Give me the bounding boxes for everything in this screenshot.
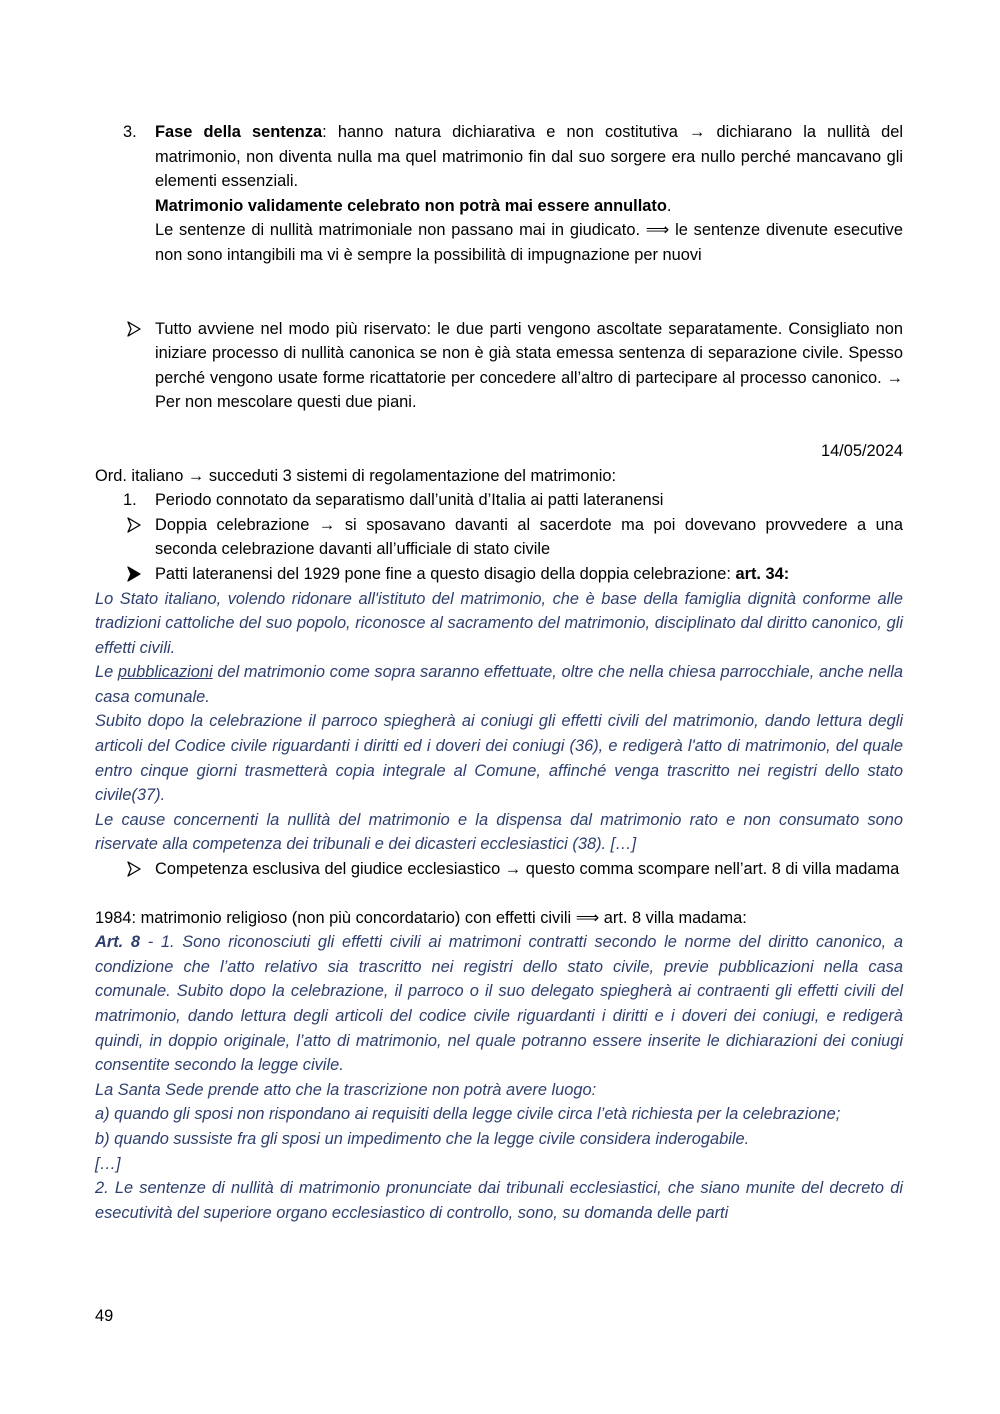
list-item-text: Periodo connotato da separatismo dall’unità d’Italia ai patti lateranensi [155,491,664,510]
intro-ord: Ord. italiano → succeduti 3 sistemi di regolamentazione del matrimonio: [95,466,617,485]
bullet-patti [95,562,903,587]
list-marker: 3. [123,123,137,141]
art8-p4: b) quando sussiste fra gli sposi un impedimento che la legge civile considera inderogabile. [95,1129,750,1148]
art34-p3: Subito dopo la celebrazione il parroco spiegherà ai coniugi gli effetti civili del matrimonio, dando lettura degli articoli del Codice civile riguardanti i diritti ed i doveri dei coniugi (36), e redigerà l'atto di matrimonio, del quale entro cinque giorni trasmetterà copia integrale al Comune, affinché venga trascritto nei registri dello stato civile(37). [95,712,903,805]
bold-statement: Matrimonio validamente celebrato non potrà mai essere annullato [155,196,667,215]
pubblicazioni-underlined: pubblicazioni [117,663,213,682]
arrowhead-bullet-icon [127,566,141,582]
page-number: 49 [95,1307,114,1325]
art8-p1-text: - 1. Sono riconosciuti gli effetti civili ai matrimoni contratti secondo le norme del diritto canonico, a condizione che l’atto relativo sia trascritto nei registri dello stato civile, previe pubblicazioni nella casa comunale. Subito dopo la celebrazione, il parroco o il suo delegato spiegherà ai contraenti gli effetti civili del matrimonio, dando lettura degli articoli del codice civile riguardanti i diritti e i doveri dei coniugi, e redigerà quindi, in doppio originale, l’atto di matrimonio, nel quale potranno essere inserite le dichiarazioni dei coniugi consentite secondo la legge civile. [95,933,903,1075]
art34-p2 [95,660,903,709]
intro-1984: 1984: matrimonio religioso (non più concordatario) con effetti civili ⟹ art. 8 villa madama: [95,908,747,927]
bullet-riservato [95,317,903,415]
art8-lead: Art. 8 [95,933,141,952]
list-item-3 [95,120,903,268]
art8-p6: 2. Le sentenze di nullità di matrimonio pronunciate dai tribunali ecclesiastici, che siano munite del decreto di esecutività del superiore organo ecclesiastico di controllo, sono, su domanda delle parti [95,1179,903,1222]
bullet-text: Doppia celebrazione → si sposavano davanti al sacerdote ma poi dovevano provvedere a una seconda celebrazione davanti all’ufficiale di stato civile [155,515,903,559]
arrowhead-bullet-icon [127,517,141,533]
arrowhead-bullet-icon [127,861,141,877]
bullet-text: Patti lateranensi del 1929 pone fine a questo disagio della doppia celebrazione: [155,564,736,583]
art34-p2-pre: Le [95,663,118,682]
art8-p1 [95,930,903,1078]
item3-text2: Le sentenze di nullità matrimoniale non passano mai in giudicato. ⟹ le sentenze divenute esecutive non sono intangibili ma vi è sempre la possibilità di impugnazione per nuovi [155,221,903,264]
art34-p2-post: del matrimonio come sopra saranno effettuate, oltre che nella chiesa parrocchiale, anche nella casa comunale. [95,663,903,706]
arrowhead-bullet-icon [127,321,141,337]
spacer [95,882,903,906]
art8-p5: […] [95,1154,121,1173]
bullet-text: Tutto avviene nel modo più riservato: le due parti vengono ascoltate separatamente. Consigliato non iniziare processo di nullità canonica se non è già stata emessa sentenza di separazione civile. Spesso perché vengono usate forme ricattatorie per concedere all’altro di partecipare al processo canonico. → Per non mescolare questi due piani. [155,319,903,412]
list-item-1 [95,488,903,513]
bullet-competenza [95,857,903,882]
page-body [95,120,903,1225]
bullet-text: Competenza esclusiva del giudice ecclesiastico → questo comma scompare nell’art. 8 di villa madama [155,860,900,879]
spacer [95,415,903,439]
bold-lead: Fase della sentenza [155,123,323,141]
bold-statement-end: . [666,196,672,215]
art34-p1: Lo Stato italiano, volendo ridonare all'istituto del matrimonio, che è base della famiglia dignità conforme alle tradizioni cattoliche del suo popolo, riconosce al sacramento del matrimonio, disciplinato dal diritto canonico, gli effetti civili. [95,589,903,657]
art8-p2: La Santa Sede prende atto che la trascrizione non potrà avere luogo: [95,1080,597,1099]
item3-text1: : hanno natura dichiarativa e non costitutiva → dichiarano la nullità del matrimonio, non diventa nulla ma quel matrimonio fin dal suo sorgere era nullo perché mancavano gli elementi essenziali. [155,123,903,191]
art34-ref: art. 34: [735,564,790,583]
bullet-doppia [95,513,903,562]
art8-p3: a) quando gli sposi non rispondano ai requisiti della legge civile circa l’età richiesta per la celebrazione; [95,1105,841,1124]
list-marker: 1. [123,491,137,510]
art34-p4: Le cause concernenti la nullità del matrimonio e la dispensa dal matrimonio rato e non consumato sono riservate alla competenza dei tribunali e dei dicasteri ecclesiastici (38). […] [95,810,903,854]
date-label: 14/05/2024 [820,441,903,460]
spacer [95,268,903,317]
